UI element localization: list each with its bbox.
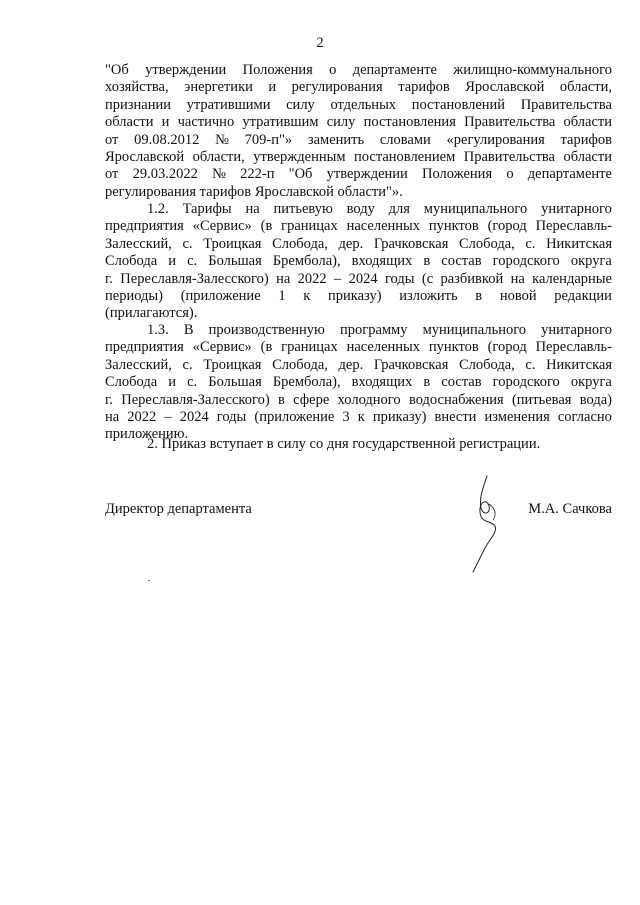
word: новой xyxy=(499,287,537,304)
word: приказу) xyxy=(372,408,427,425)
word: округа xyxy=(570,374,612,391)
word: состав xyxy=(441,374,482,391)
word: программу xyxy=(339,322,408,338)
word: к xyxy=(357,408,365,425)
word: Троицкая xyxy=(203,235,262,252)
word: 1.2. xyxy=(147,201,169,217)
text-line xyxy=(105,114,612,131)
word: внести xyxy=(434,408,477,425)
word: тарифов xyxy=(398,79,450,96)
word: (город xyxy=(487,339,527,356)
word: Правительства xyxy=(520,96,612,113)
word: Никитская xyxy=(546,235,612,252)
word: Переславля-Залесского) xyxy=(120,270,269,287)
word: от xyxy=(105,131,119,148)
word: № xyxy=(212,166,226,183)
word: области xyxy=(563,148,612,165)
word: Слобода xyxy=(105,253,158,270)
text-line xyxy=(105,339,612,356)
word: области, xyxy=(192,148,245,165)
word: производственную xyxy=(208,322,325,338)
word: с. xyxy=(187,253,198,270)
word: г. xyxy=(105,270,113,287)
word: изменения xyxy=(484,408,550,425)
word: 709-п"» xyxy=(244,131,293,148)
word: округа xyxy=(570,253,612,270)
word: 2024 xyxy=(348,270,378,287)
text-line xyxy=(105,79,612,96)
scan-speck xyxy=(148,580,150,581)
word: Переславля-Залесского) xyxy=(121,391,270,408)
word: предприятия xyxy=(105,218,184,235)
word: и xyxy=(168,253,177,270)
word: населенных xyxy=(346,218,421,235)
word: энергетики xyxy=(184,79,253,96)
word: утратившими xyxy=(186,96,271,113)
word: области, xyxy=(559,79,612,96)
text-line: 2. Приказ вступает в силу со дня государственной регистрации. xyxy=(147,436,541,452)
word: Положения xyxy=(242,62,313,78)
word: городского xyxy=(492,374,560,391)
word: 1 xyxy=(278,287,286,304)
word: Слобода xyxy=(105,374,158,391)
word: границах xyxy=(281,218,338,235)
word: 3 xyxy=(342,408,350,425)
page-number: 2 xyxy=(316,35,324,51)
word: редакции xyxy=(554,287,612,304)
word: утверждении xyxy=(145,62,227,78)
word: словами xyxy=(379,131,431,148)
text-line xyxy=(105,166,612,183)
word: вода) xyxy=(579,391,612,408)
text-line xyxy=(105,236,612,253)
word: Правительства xyxy=(463,148,555,165)
word: предприятия xyxy=(105,339,184,356)
word: пунктов xyxy=(428,218,479,235)
text-line xyxy=(105,253,612,270)
word: силу xyxy=(326,114,356,131)
word: жилищно-коммунального xyxy=(453,62,612,78)
word: состав xyxy=(441,253,482,270)
word: холодного xyxy=(337,391,401,408)
word: заменить xyxy=(307,131,365,148)
word: департаменте xyxy=(527,166,612,183)
word: хозяйства, xyxy=(105,79,169,96)
word: о xyxy=(506,166,514,183)
text-line: (прилагаются). xyxy=(105,305,198,322)
word: Залесский, xyxy=(105,235,172,252)
word: "Об xyxy=(105,62,129,78)
word: для xyxy=(388,201,410,217)
word: силу xyxy=(286,96,315,113)
word: В xyxy=(183,322,194,338)
word: Грачковская xyxy=(373,235,449,252)
word: на xyxy=(510,270,525,287)
word: и xyxy=(168,374,177,391)
word: постановления xyxy=(363,114,456,131)
text-line xyxy=(105,97,612,114)
paragraph-1-2 xyxy=(105,201,612,323)
word: утвержденным xyxy=(253,148,346,165)
word: годы xyxy=(216,408,247,425)
word: "Об xyxy=(288,166,313,183)
word: частично xyxy=(177,114,235,131)
word: населенных xyxy=(346,339,421,356)
word: границах xyxy=(281,339,338,356)
text-line xyxy=(105,357,612,374)
word: изложить xyxy=(399,287,458,304)
word: с. xyxy=(182,235,193,252)
word: – xyxy=(333,270,342,287)
word: в xyxy=(423,374,431,391)
word: Брембола), xyxy=(272,374,341,391)
word: годы xyxy=(384,270,415,287)
word: Тарифы xyxy=(182,201,232,217)
word: Залесский, xyxy=(105,356,172,373)
word: утратившим xyxy=(242,114,319,131)
word: области xyxy=(105,114,154,131)
word: Слобода, xyxy=(458,356,515,373)
word: в xyxy=(475,287,483,304)
word: «Сервис» xyxy=(192,339,252,356)
word: «Сервис» xyxy=(192,218,252,235)
text-line xyxy=(105,392,612,409)
word: водоснабжения xyxy=(408,391,504,408)
word: постановлений xyxy=(411,96,506,113)
word: (приложение xyxy=(254,408,335,425)
word: Переславль- xyxy=(535,339,612,356)
word: Ярославской xyxy=(105,148,185,165)
word: в xyxy=(423,253,431,270)
word: входящих xyxy=(351,374,413,391)
word: на xyxy=(276,270,291,287)
text-line xyxy=(105,62,612,79)
word: признании xyxy=(105,96,171,113)
word: входящих xyxy=(351,253,413,270)
word: департаменте xyxy=(352,62,437,78)
word: муниципального xyxy=(422,322,527,338)
word: Положения xyxy=(422,166,493,183)
word: (приложение xyxy=(180,287,261,304)
word: воду xyxy=(346,201,375,217)
paragraph-1-3 xyxy=(105,322,612,444)
text-line xyxy=(105,374,612,391)
word: утверждении xyxy=(326,166,408,183)
word: к xyxy=(303,287,311,304)
word: с. xyxy=(187,374,198,391)
word: постановлением xyxy=(354,148,456,165)
text-line xyxy=(105,149,612,166)
word: с. xyxy=(525,356,536,373)
word: Слобода, xyxy=(272,356,328,373)
handwritten-signature xyxy=(465,468,515,578)
word: Правительства xyxy=(464,114,556,131)
word: Ярославской xyxy=(465,79,545,96)
text-line xyxy=(105,409,612,426)
word: дер. xyxy=(338,235,364,252)
word: с. xyxy=(182,356,193,373)
word: 1.3. xyxy=(147,322,169,338)
word: (с xyxy=(421,270,434,287)
word: унитарного xyxy=(541,322,612,338)
word: 09.08.2012 xyxy=(134,131,200,148)
word: г. xyxy=(105,391,113,408)
word: 2024 xyxy=(179,408,209,425)
text-line: регулирования тарифов Ярославской области"». xyxy=(105,183,403,200)
signer-position: Директор департамента xyxy=(105,501,252,517)
word: и xyxy=(161,114,170,131)
word: области xyxy=(563,114,612,131)
word: 222-п xyxy=(240,166,275,183)
text-line xyxy=(105,132,612,149)
word: регулирования xyxy=(291,79,383,96)
word: (питьевая xyxy=(511,391,572,408)
word: пунктов xyxy=(428,339,479,356)
word: и xyxy=(268,79,277,96)
word: Большая xyxy=(208,374,262,391)
text-line xyxy=(105,288,612,305)
word: 29.03.2022 xyxy=(132,166,198,183)
word: Грачковская xyxy=(373,356,449,373)
word: унитарного xyxy=(541,201,612,217)
paragraph-continuation xyxy=(105,62,612,201)
word: «регулирования xyxy=(446,131,545,148)
word: № xyxy=(215,131,229,148)
word: Переславль- xyxy=(535,218,612,235)
word: (в xyxy=(260,339,273,356)
word: в xyxy=(277,391,285,408)
text-line: приложению. xyxy=(105,426,189,443)
text-line xyxy=(105,271,612,288)
word: Брембола), xyxy=(272,253,341,270)
word: разбивкой xyxy=(440,270,504,287)
word: 2022 xyxy=(297,270,327,287)
word: тарифов xyxy=(560,131,612,148)
word: муниципального xyxy=(423,201,528,217)
word: на xyxy=(105,408,120,425)
word: на xyxy=(245,201,260,217)
word: приказу) xyxy=(328,287,382,304)
word: – xyxy=(164,408,172,425)
word: питьевую xyxy=(273,201,333,217)
word: дер. xyxy=(338,356,364,373)
signer-name: М.А. Сачкова xyxy=(528,501,612,517)
word: сфере xyxy=(293,391,330,408)
paragraph-2 xyxy=(105,436,612,453)
word: Никитская xyxy=(546,356,612,373)
text-line xyxy=(105,218,612,235)
word: Слобода, xyxy=(458,235,515,252)
word: городского xyxy=(492,253,560,270)
text-line xyxy=(105,201,612,218)
text-line xyxy=(105,322,612,339)
word: отдельных xyxy=(330,96,397,113)
word: Большая xyxy=(208,253,262,270)
word: (в xyxy=(260,218,273,235)
word: (город xyxy=(487,218,527,235)
word: Слобода, xyxy=(272,235,328,252)
word: от xyxy=(105,166,119,183)
word: периоды) xyxy=(105,287,163,304)
word: согласно xyxy=(557,408,612,425)
word: календарные xyxy=(532,270,612,287)
word: о xyxy=(329,62,337,78)
word: 2022 xyxy=(127,408,157,425)
word: с. xyxy=(525,235,536,252)
word: Троицкая xyxy=(203,356,262,373)
